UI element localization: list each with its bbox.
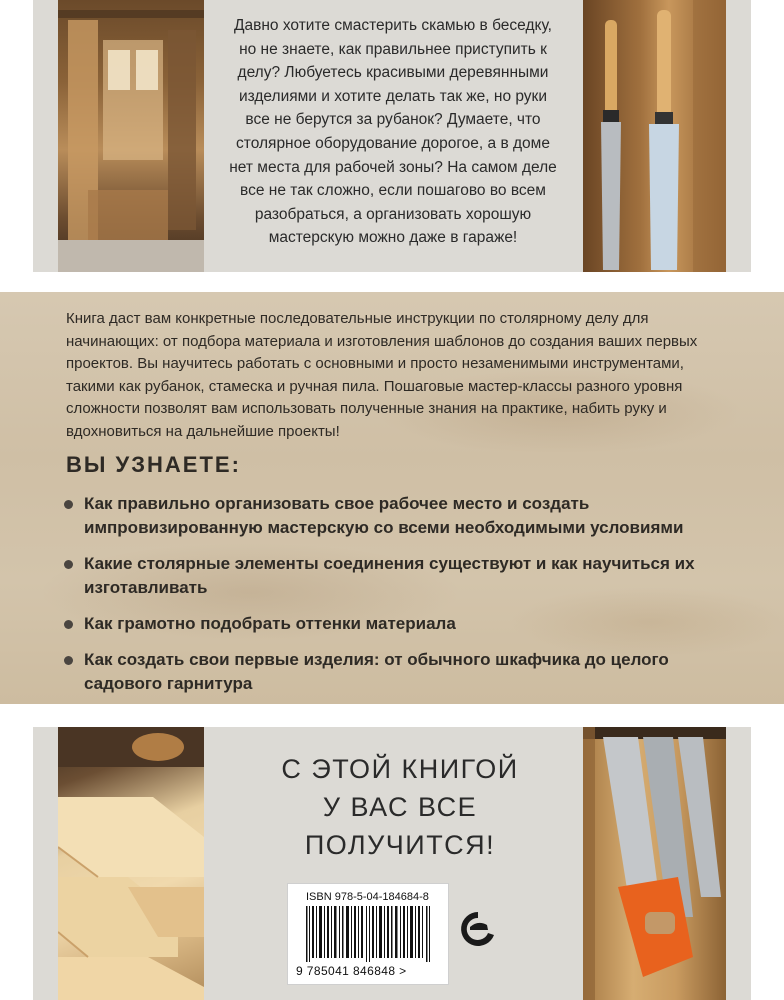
- wood-band: [0, 292, 784, 704]
- list-item-text: Какие столярные элементы соединения существуют и как научиться их изготавливать: [84, 554, 695, 597]
- learn-heading: ВЫ УЗНАЕТЕ:: [66, 452, 241, 477]
- list-item: [62, 612, 742, 636]
- learn-list: [62, 492, 742, 708]
- wood-joints-illustration: [58, 727, 204, 1000]
- chisels-illustration: [583, 0, 726, 272]
- list-item-text: Как создать свои первые изделия: от обычного шкафчика до целого садового гарнитура: [84, 650, 669, 693]
- book-description: Книга даст вам конкретные последовательные инструкции по столярному делу для начинающих: от подбора материала и изготовления шаблонов до создания ваших первых проектов. Вы научитесь работать с основными и просто незаменимыми инструментами, такими как рубанок, стамеска и ручная пила. Пошаговые мастер-классы разного уровня сложности позволят вам использовать полученные знания на практике, набить руку и вдохновиться на дальнейшие проекты!: [66, 310, 698, 440]
- list-item: [62, 552, 742, 600]
- bullet-icon: [64, 560, 73, 569]
- list-item-text: Как правильно организовать свое рабочее место и создать импровизированную мастерскую со всеми необходимыми условиями: [84, 494, 684, 537]
- workshop-photo: [58, 0, 204, 272]
- slogan-line-1: С ЭТОЙ КНИГОЙ: [281, 754, 519, 784]
- slogan: [240, 750, 560, 864]
- list-item: [62, 648, 742, 696]
- slogan-line-2: У ВАС ВСЕ ПОЛУЧИТСЯ!: [304, 792, 496, 860]
- barcode: [287, 883, 449, 985]
- isbn-label: ISBN 978-5-04-184684-8: [306, 891, 429, 903]
- list-item: [62, 492, 742, 540]
- barcode-bars-icon: [306, 906, 434, 962]
- bullet-icon: [64, 656, 73, 665]
- chisels-photo: [583, 0, 726, 272]
- list-item-text: Как грамотно подобрать оттенки материала: [84, 614, 456, 633]
- saws-illustration: [583, 727, 726, 1000]
- saws-photo: [583, 727, 726, 1000]
- barcode-digits: 9 785041 846848 >: [296, 964, 407, 978]
- workshop-illustration: [58, 0, 204, 272]
- intro-text: Давно хотите смастерить скамью в беседку, но не знаете, как правильнее приступить к делу? Любуетесь красивыми деревянными изделиями и хотите делать так же, но руки все не берутся за рубанок? Думаете, что столярное оборудование дорогое, а в доме нет места для рабочей зоны? На самом деле все не так сложно, если пошагово во всем разобраться, а организовать хорошую мастерскую можно даже в гараже!: [229, 17, 557, 247]
- wood-joints-photo: [58, 727, 204, 1000]
- bullet-icon: [64, 620, 73, 629]
- publisher-logo-icon: [457, 908, 499, 950]
- bullet-icon: [64, 500, 73, 509]
